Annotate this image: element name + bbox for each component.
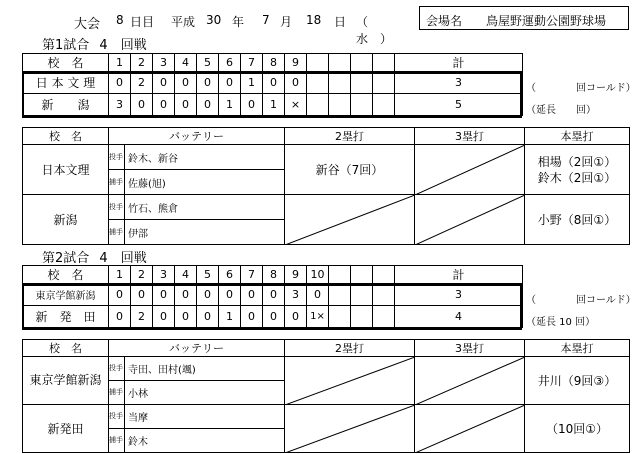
inning-score: 0 bbox=[175, 72, 197, 94]
homer-header: 本塁打 bbox=[525, 340, 630, 357]
school-name: 日本文理 bbox=[23, 145, 109, 195]
pitcher-label: 投手 bbox=[109, 195, 125, 220]
inning-header: 2 bbox=[131, 266, 153, 284]
homer-entry: 小野（8回①） bbox=[537, 213, 617, 227]
inning-header: 7 bbox=[241, 54, 263, 72]
school-name: 新 発 田 bbox=[23, 306, 109, 328]
inning-score: 0 bbox=[241, 284, 263, 306]
inning-score: 1 bbox=[241, 72, 263, 94]
inning-header bbox=[373, 54, 395, 72]
homer-entry: （10回①） bbox=[545, 422, 609, 436]
inning-score bbox=[351, 284, 373, 306]
total-score: 3 bbox=[395, 72, 523, 94]
inning-score: 0 bbox=[175, 306, 197, 328]
total-header: 計 bbox=[395, 54, 523, 72]
homer-entry: 井川（9回③） bbox=[537, 374, 617, 388]
homer-cell bbox=[525, 405, 630, 453]
homer-cell bbox=[525, 145, 630, 195]
month-value: 7 bbox=[262, 13, 270, 27]
school-header: 校 名 bbox=[23, 266, 109, 284]
weekday: （ 水 ） bbox=[356, 15, 393, 46]
pitcher-label: 投手 bbox=[109, 145, 125, 170]
pitcher-label: 投手 bbox=[109, 357, 125, 381]
venue-name: 鳥屋野運動公園野球場 bbox=[486, 14, 607, 28]
pitcher-names: 竹石、熊倉 bbox=[125, 195, 285, 220]
inning-header: 8 bbox=[263, 266, 285, 284]
game2-extra-note: （延長 10 回） bbox=[526, 317, 596, 328]
triple-cell bbox=[415, 145, 525, 195]
inning-score: 0 bbox=[219, 72, 241, 94]
inning-header bbox=[351, 54, 373, 72]
inning-score: 1 bbox=[219, 306, 241, 328]
inning-score: 0 bbox=[109, 284, 131, 306]
inning-score: 0 bbox=[241, 94, 263, 116]
year-value: 30 bbox=[206, 13, 222, 27]
inning-score: 0 bbox=[197, 72, 219, 94]
inning-score bbox=[351, 306, 373, 328]
triple-cell bbox=[415, 195, 525, 245]
inning-score: 0 bbox=[285, 306, 307, 328]
pitcher-label: 投手 bbox=[109, 405, 125, 429]
inning-header: 1 bbox=[109, 54, 131, 72]
inning-score: 3 bbox=[109, 94, 131, 116]
inning-header: 4 bbox=[175, 266, 197, 284]
inning-score bbox=[329, 72, 351, 94]
details-header-row bbox=[23, 128, 630, 145]
inning-score: 0 bbox=[153, 284, 175, 306]
date-unit: 日 bbox=[334, 15, 347, 29]
inning-header: 2 bbox=[131, 54, 153, 72]
inning-header: 3 bbox=[153, 54, 175, 72]
inning-score: 0 bbox=[241, 306, 263, 328]
details-row bbox=[23, 357, 630, 381]
inning-score: 3 bbox=[285, 284, 307, 306]
inning-score: 0 bbox=[197, 284, 219, 306]
inning-score: 0 bbox=[197, 94, 219, 116]
inning-score bbox=[329, 284, 351, 306]
triple-cell bbox=[415, 405, 525, 453]
double-cell bbox=[285, 405, 415, 453]
homer-header: 本塁打 bbox=[525, 128, 630, 145]
game1-round: 4 回戦 bbox=[99, 38, 147, 53]
triple-header: 3塁打 bbox=[415, 340, 525, 357]
inning-score bbox=[351, 94, 373, 116]
inning-header: 3 bbox=[153, 266, 175, 284]
inning-score: 0 bbox=[153, 72, 175, 94]
school-name: 新発田 bbox=[23, 405, 109, 453]
inning-score bbox=[329, 306, 351, 328]
catcher-label: 捕手 bbox=[109, 170, 125, 195]
inning-header: 9 bbox=[285, 54, 307, 72]
school-name: 東京学館新潟 bbox=[23, 284, 109, 306]
inning-header: 7 bbox=[241, 266, 263, 284]
total-score: 3 bbox=[395, 284, 523, 306]
battery-header: バッテリー bbox=[109, 340, 285, 357]
month-unit: 月 bbox=[280, 15, 293, 29]
inning-score: 0 bbox=[175, 284, 197, 306]
date-value: 18 bbox=[306, 13, 322, 27]
venue-label: 会場名 bbox=[426, 14, 463, 28]
homer-entry: 鈴木（2回①） bbox=[537, 170, 617, 185]
game2-score-row bbox=[23, 284, 523, 306]
inning-score: 0 bbox=[263, 72, 285, 94]
inning-score: 0 bbox=[219, 284, 241, 306]
catcher-names: 鈴木 bbox=[125, 429, 285, 453]
inning-score: 0 bbox=[131, 284, 153, 306]
catcher-label: 捕手 bbox=[109, 220, 125, 245]
triple-cell bbox=[415, 357, 525, 405]
day-unit: 日目 bbox=[130, 15, 155, 29]
game2-called-note: （ 回コールド） bbox=[526, 295, 636, 306]
inning-header: 9 bbox=[285, 266, 307, 284]
inning-score: 2 bbox=[131, 306, 153, 328]
game2-round: 4 回戦 bbox=[99, 251, 147, 266]
double-cell bbox=[285, 357, 415, 405]
inning-score: 0 bbox=[197, 306, 219, 328]
empty-slash bbox=[285, 405, 415, 453]
inning-header bbox=[329, 54, 351, 72]
inning-score bbox=[373, 306, 395, 328]
game1-score-row bbox=[23, 72, 523, 94]
pitcher-names: 当摩 bbox=[125, 405, 285, 429]
homer-entry: 相場（2回①） bbox=[537, 154, 617, 169]
venue-box bbox=[419, 6, 629, 30]
catcher-label: 捕手 bbox=[109, 429, 125, 453]
inning-header bbox=[373, 266, 395, 284]
inning-score bbox=[307, 94, 329, 116]
battery-header: バッテリー bbox=[109, 128, 285, 145]
inning-score: 0 bbox=[263, 284, 285, 306]
inning-header bbox=[329, 266, 351, 284]
total-header: 計 bbox=[395, 266, 523, 284]
pitcher-names: 鈴木、新谷 bbox=[125, 145, 285, 170]
details-header-row bbox=[23, 340, 630, 357]
inning-score: 1 bbox=[263, 94, 285, 116]
game1-score-row bbox=[23, 94, 523, 116]
double-header: 2塁打 bbox=[285, 340, 415, 357]
game2-score-row bbox=[23, 306, 523, 328]
inning-score: 0 bbox=[109, 306, 131, 328]
game2-inning-header-row bbox=[23, 266, 523, 284]
inning-score: 2 bbox=[131, 72, 153, 94]
details-row bbox=[23, 145, 630, 170]
details-row bbox=[23, 405, 630, 429]
inning-header: 8 bbox=[263, 54, 285, 72]
era-label: 平成 bbox=[171, 15, 196, 29]
game1-scoreboard bbox=[22, 53, 523, 116]
homer-cell bbox=[525, 357, 630, 405]
inning-score: 0 bbox=[175, 94, 197, 116]
inning-score: 1× bbox=[307, 306, 329, 328]
inning-score: 1 bbox=[219, 94, 241, 116]
inning-header: 1 bbox=[109, 266, 131, 284]
inning-score: 0 bbox=[131, 94, 153, 116]
double-header: 2塁打 bbox=[285, 128, 415, 145]
inning-score bbox=[373, 284, 395, 306]
empty-slash bbox=[285, 357, 415, 405]
inning-header: 6 bbox=[219, 54, 241, 72]
homer-cell bbox=[525, 195, 630, 245]
game2-title bbox=[42, 247, 147, 266]
catcher-names: 伊部 bbox=[125, 220, 285, 245]
empty-slash bbox=[415, 357, 525, 405]
inning-score: × bbox=[285, 94, 307, 116]
empty-slash bbox=[285, 195, 415, 245]
inning-score bbox=[351, 72, 373, 94]
inning-score: 0 bbox=[307, 284, 329, 306]
game1-called-note: （ 回コールド） bbox=[526, 83, 636, 94]
game1-inning-header-row bbox=[23, 54, 523, 72]
pitcher-names: 寺田、田村(颯) bbox=[125, 357, 285, 381]
game2-scoreboard bbox=[22, 265, 523, 328]
total-score: 4 bbox=[395, 306, 523, 328]
inning-header: 10 bbox=[307, 266, 329, 284]
total-score: 5 bbox=[395, 94, 523, 116]
inning-score bbox=[373, 72, 395, 94]
inning-score: 0 bbox=[153, 306, 175, 328]
school-name: 新 潟 bbox=[23, 94, 109, 116]
double-cell: 新谷（7回） bbox=[285, 145, 415, 195]
game2-number: 第2試合 bbox=[42, 251, 90, 266]
catcher-label: 捕手 bbox=[109, 381, 125, 405]
inning-score: 0 bbox=[285, 72, 307, 94]
inning-score: 0 bbox=[109, 72, 131, 94]
double-cell bbox=[285, 195, 415, 245]
triple-header: 3塁打 bbox=[415, 128, 525, 145]
year-unit: 年 bbox=[232, 15, 245, 29]
inning-header: 5 bbox=[197, 54, 219, 72]
day-number: 8 bbox=[116, 13, 124, 27]
inning-score: 0 bbox=[263, 306, 285, 328]
game1-extra-note: （延長 回） bbox=[526, 105, 596, 116]
inning-score: 0 bbox=[153, 94, 175, 116]
inning-header: 6 bbox=[219, 266, 241, 284]
inning-score bbox=[307, 72, 329, 94]
school-header: 校 名 bbox=[23, 128, 109, 145]
school-name: 新潟 bbox=[23, 195, 109, 245]
empty-slash bbox=[415, 145, 525, 195]
inning-header: 5 bbox=[197, 266, 219, 284]
inning-header bbox=[351, 266, 373, 284]
school-name: 東京学館新潟 bbox=[23, 357, 109, 405]
school-header: 校 名 bbox=[23, 54, 109, 72]
tournament-label: 大会 bbox=[74, 17, 101, 32]
school-header: 校 名 bbox=[23, 340, 109, 357]
empty-slash bbox=[415, 405, 525, 453]
inning-score bbox=[329, 94, 351, 116]
catcher-names: 小林 bbox=[125, 381, 285, 405]
game1-details bbox=[22, 127, 630, 245]
school-name: 日 本 文 理 bbox=[23, 72, 109, 94]
game1-number: 第1試合 bbox=[42, 38, 90, 53]
inning-header bbox=[307, 54, 329, 72]
catcher-names: 佐藤(旭) bbox=[125, 170, 285, 195]
game2-details bbox=[22, 339, 630, 453]
inning-score bbox=[373, 94, 395, 116]
game1-title bbox=[42, 34, 147, 53]
inning-header: 4 bbox=[175, 54, 197, 72]
details-row bbox=[23, 195, 630, 220]
empty-slash bbox=[415, 195, 525, 245]
